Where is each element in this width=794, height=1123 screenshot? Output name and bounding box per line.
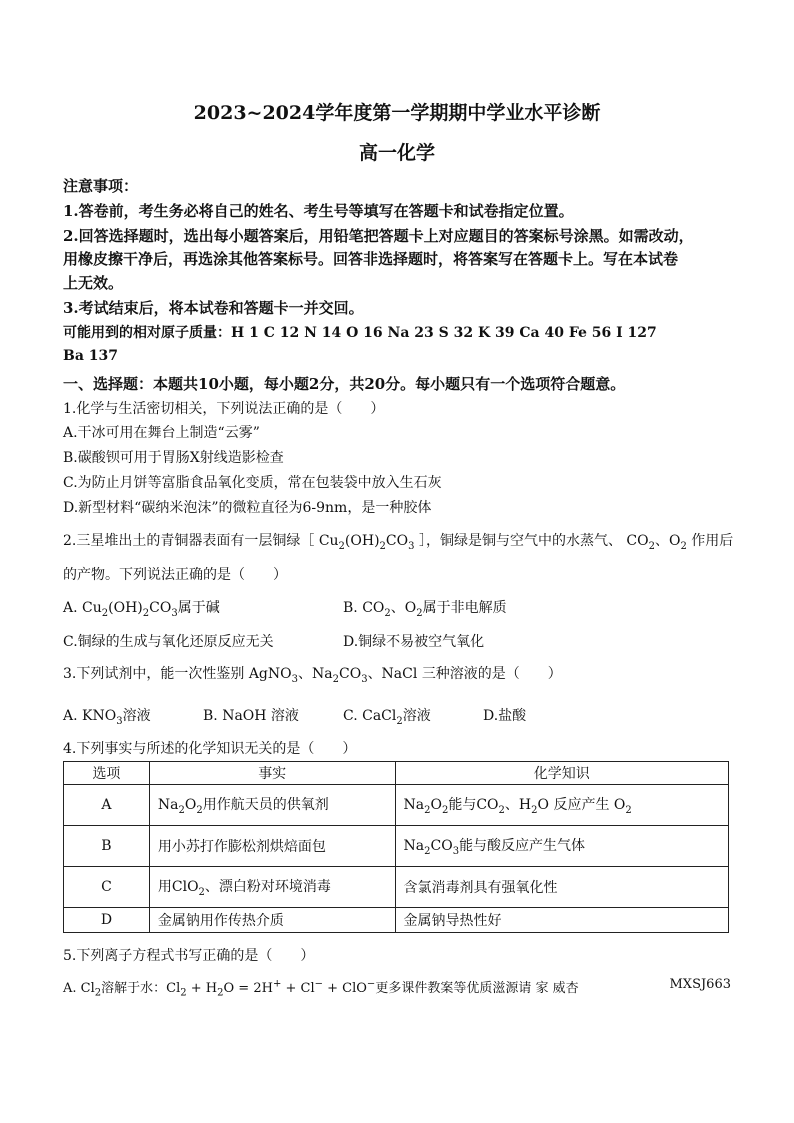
- note-2c: 上无效。: [63, 274, 124, 292]
- row-a-fact: $Na_2O_2$用作航天员的供氧剂: [149, 785, 395, 826]
- q3-option-c: C. CaCl$_2$溶液: [343, 708, 431, 727]
- row-a-option: A: [64, 785, 150, 826]
- q2-stem-line2: 的产物。下列说法正确的是（ ）: [63, 567, 287, 583]
- row-b-knowledge-text: 能与酸反应产生气体: [459, 838, 586, 855]
- q1-stem: 1.化学与生活密切相关，下列说法正确的是（ ）: [63, 401, 385, 417]
- exam-title: 2023~2024学年度第一学期期中学业水平诊断: [193, 102, 601, 124]
- table-row: [64, 908, 729, 933]
- row-d-option: D: [64, 908, 150, 933]
- q3-option-b: B. NaOH 溶液: [203, 708, 299, 724]
- q5-stem: 5.下列离子方程式书写正确的是（ ）: [63, 948, 315, 964]
- q1-option-d: D.新型材料“碳纳米泡沫”的微粒直径为6-9nm，是一种胶体: [63, 500, 432, 516]
- q2-option-a-text: 属于碱: [177, 600, 220, 616]
- table-row: [64, 826, 729, 867]
- row-c-knowledge: 含氯消毒剂具有强氧化性: [395, 867, 729, 908]
- row-c-fact: 用ClO$_2$、漂白粉对环境消毒: [149, 867, 395, 908]
- note-2b: 用橡皮擦干净后，再选涂其他答案标号。回答非选择题时，将答案写在答题卡上。写在本试卷: [63, 250, 679, 268]
- row-a-fact-text: 用作航天员的供氧剂: [202, 797, 329, 814]
- q2-option-b: B. $CO_2$、$O_2$属于非电解质: [343, 600, 507, 619]
- note-1: 1.答卷前，考生务必将自己的姓名、考生号等填写在答题卡和试卷指定位置。: [63, 202, 574, 220]
- q2-formula-co2-o2: $CO_2$、$O_2$: [626, 533, 687, 552]
- q3-stem-part-a: 3.下列试剂中，能一次性鉴别: [63, 666, 245, 682]
- column-header-option: 选项: [64, 762, 150, 785]
- q2-stem: [63, 530, 733, 552]
- q3-option-c-text: 溶液: [402, 708, 431, 724]
- q2-option-b-text: 属于非电解质: [422, 600, 507, 616]
- section-heading: 一、选择题：本题共10小题，每小题2分，共20分。每小题只有一个选项符合题意。: [63, 375, 626, 393]
- q5-option-a: A. $Cl_2$溶解于水：$Cl_2 + H_2O = 2H^+ + Cl^- + ClO^-$更多课件教案等优质滋源请 家 威杏: [63, 978, 579, 999]
- table-header-row: [64, 762, 729, 785]
- q2-option-d: D.铜绿不易被空气氧化: [343, 634, 485, 650]
- row-d-fact: 金属钠用作传热介质: [149, 908, 395, 933]
- row-a-knowledge: $Na_2O_2$能与$CO_2$、$H_2O$ 反应产生 $O_2$: [395, 785, 729, 826]
- note-2a: 2.回答选择题时，选出每小题答案后，用铅笔把答题卡上对应题目的答案标号涂黑。如需改动，: [63, 227, 694, 245]
- q1-option-a: A.干冰可用在舞台上制造“云雾”: [63, 425, 260, 441]
- row-b-fact: 用小苏打作膨松剂烘焙面包: [149, 826, 395, 867]
- q2-formula-malachite: $Cu_2(OH)_2CO_3$: [318, 533, 415, 552]
- subject-title: 高一化学: [358, 142, 435, 164]
- q3-option-a: A. $KNO_3$溶液: [63, 708, 151, 727]
- q2-option-a: A. $Cu_2(OH)_2CO_3$属于碱: [63, 600, 220, 619]
- q1-option-c: C.为防止月饼等富脂食品氧化变质，常在包装袋中放入生石灰: [63, 475, 442, 491]
- row-b-knowledge: $Na_2CO_3$能与酸反应产生气体: [395, 826, 729, 867]
- row-c-option: C: [64, 867, 150, 908]
- column-header-fact: 事实: [149, 762, 395, 785]
- q5-option-a-text: 溶解于水：: [101, 981, 167, 996]
- q2-stem-part-b: ］，铜绿是铜与空气中的水蒸气、: [418, 533, 622, 549]
- q3-stem: [63, 663, 562, 685]
- row-c-fact-text: 、漂白粉对环境消毒: [204, 879, 331, 896]
- q3-option-a-text: 溶液: [122, 708, 151, 724]
- q2-option-c: C.铜绿的生成与氧化还原反应无关: [63, 634, 274, 650]
- atomic-masses-cont: Ba 137: [63, 348, 119, 364]
- row-b-option: B: [64, 826, 150, 867]
- row-d-knowledge: 金属钠导热性好: [395, 908, 729, 933]
- notes-heading: 注意事项：: [63, 177, 139, 195]
- note-3: 3.考试结束后，将本试卷和答题卡一并交回。: [63, 299, 364, 317]
- column-header-knowledge: 化学知识: [395, 762, 729, 785]
- q4-stem: 4.下列事实与所述的化学知识无关的是（ ）: [63, 741, 357, 757]
- q4-table: [63, 761, 729, 933]
- q2-stem-part-a: 2.三星堆出土的青铜器表面有一层铜绿［: [63, 533, 315, 549]
- q5-watermark-text: 更多课件教案等优质滋源请 家 威杏: [375, 981, 579, 996]
- q1-option-b: B.碳酸钡可用于胃肠X射线造影检查: [63, 450, 284, 466]
- q3-stem-part-b: 三种溶液的是（ ）: [421, 666, 562, 682]
- document-code: MXSJ663: [669, 977, 731, 992]
- q3-option-d: D.盐酸: [483, 708, 527, 724]
- table-row: [64, 785, 729, 826]
- row-a-knowledge-text: 能与: [448, 797, 477, 814]
- q3-formulas: AgNO$_3$、$Na_2CO_3$、NaCl: [248, 666, 418, 685]
- q2-stem-part-c: 作用后: [691, 533, 734, 549]
- table-row: [64, 867, 729, 908]
- atomic-masses: 可能用到的相对原子质量：H 1 C 12 N 14 O 16 Na 23 S 32 K 39 Ca 40 Fe 56 I 127: [63, 325, 657, 341]
